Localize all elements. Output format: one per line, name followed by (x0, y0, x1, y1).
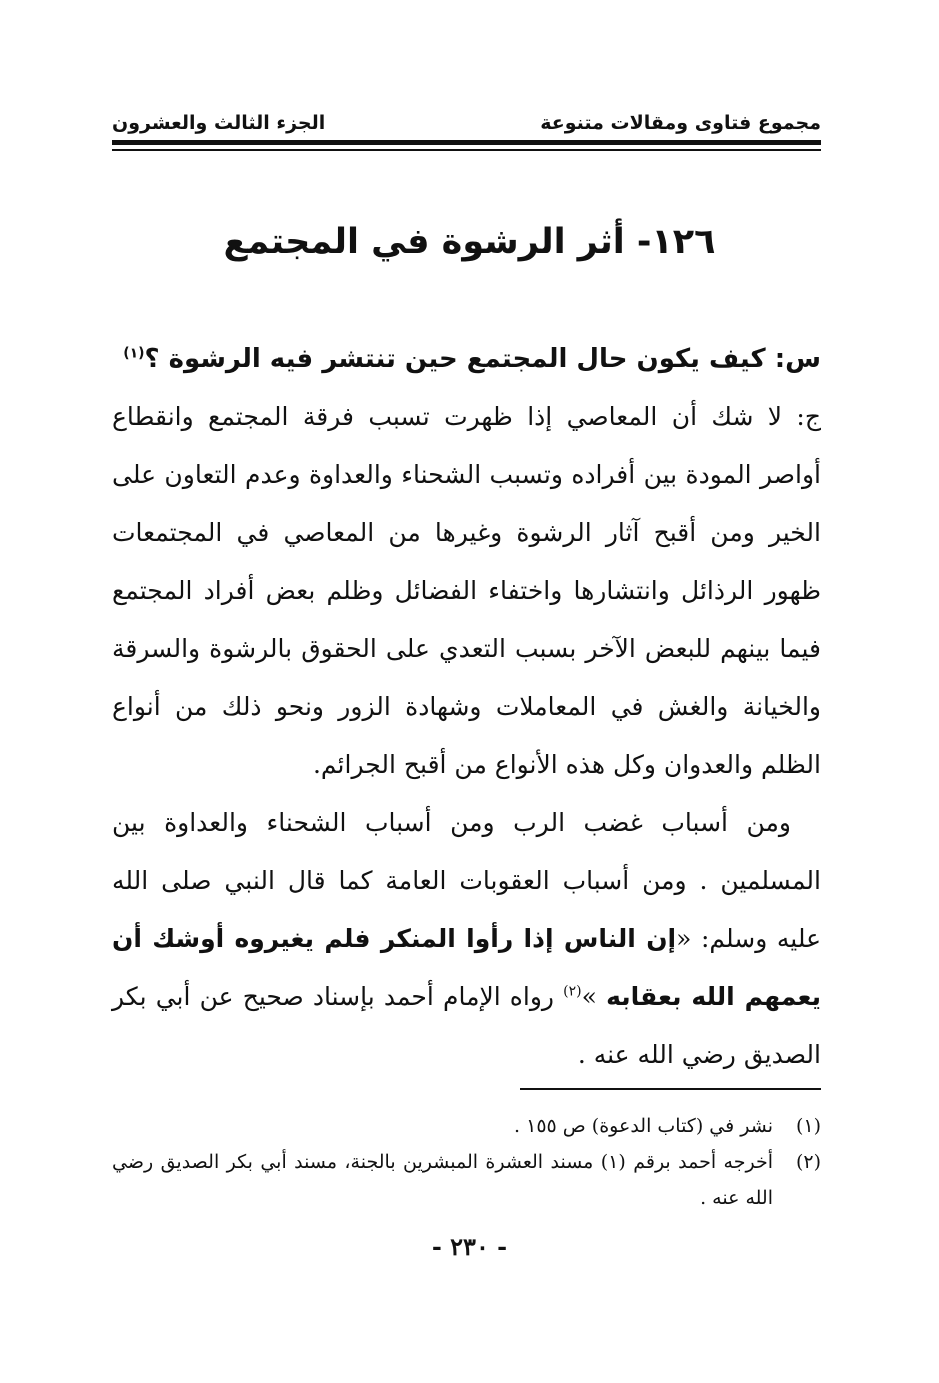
quote-close: » (581, 982, 607, 1011)
footnote-ref-1: (١) (123, 345, 145, 362)
volume-label: الجزء الثالث والعشرون (112, 112, 326, 134)
paragraph-2-tail: رواه الإمام أحمد بإسناد صحيح عن أبي بكر الصديق رضي الله عنه . (112, 982, 821, 1069)
footnote-number: (١) (795, 1115, 821, 1137)
footnote-text: نشر في (كتاب الدعوة) ص ١٥٥ . (514, 1115, 773, 1137)
body-text (112, 330, 821, 1084)
footnote-number: (٢) (795, 1151, 821, 1173)
footnote-text: أخرجه أحمد برقم (١) مسند العشرة المبشرين بالجنة، مسند أبي بكر الصديق رضي الله عنه . (112, 1151, 773, 1209)
paragraph-2 (112, 794, 821, 1084)
answer-paragraph: ج: لا شك أن المعاصي إذا ظهرت تسبب فرقة المجتمع وانقطاع أواصر المودة بين أفراده وتسبب الشحناء والعداوة وعدم التعاون على الخير ومن أقبح آثار الرشوة وغيرها من المعاصي في المجتمعات ظهور الرذائل وانتشارها واختفاء الفضائل وظلم بعض أفراد المجتمع فيما بينهم للبعض الآخر بسبب التعدي على الحقوق بالرشوة والسرقة والخيانة والغش في المعاملات وشهادة الزور ونحو ذلك من أنواع الظلم والعدوان وكل هذه الأنواع من أقبح الجرائم. (112, 402, 821, 779)
header-rule-thick (112, 140, 821, 145)
chapter-title: ١٢٦- أثر الرشوة في المجتمع (223, 222, 716, 262)
question (112, 330, 821, 388)
footnote-rule (520, 1088, 821, 1090)
hadith-quote: إن الناس إذا رأوا المنكر فلم يغيروه أوشك أن يعمهم الله بعقابه (112, 924, 822, 1011)
book-title: مجموع فتاوى ومقالات متنوعة (540, 112, 821, 134)
footnote-item (112, 1108, 821, 1144)
footnotes (112, 1108, 821, 1216)
header-rule-thin (112, 149, 821, 151)
page-number: - ٢٣٠ - (431, 1232, 508, 1261)
paragraph-2-intro: ومن أسباب غضب الرب ومن أسباب الشحناء والعداوة بين المسلمين . ومن أسباب العقوبات العامة كما قال النبي صلى الله عليه وسلم: « (112, 808, 822, 953)
question-text: س: كيف يكون حال المجتمع حين تنتشر فيه الرشوة ؟ (144, 344, 821, 374)
running-header (112, 98, 821, 134)
footnote-item (112, 1144, 821, 1216)
footnote-ref-2: (٢) (563, 983, 582, 1000)
